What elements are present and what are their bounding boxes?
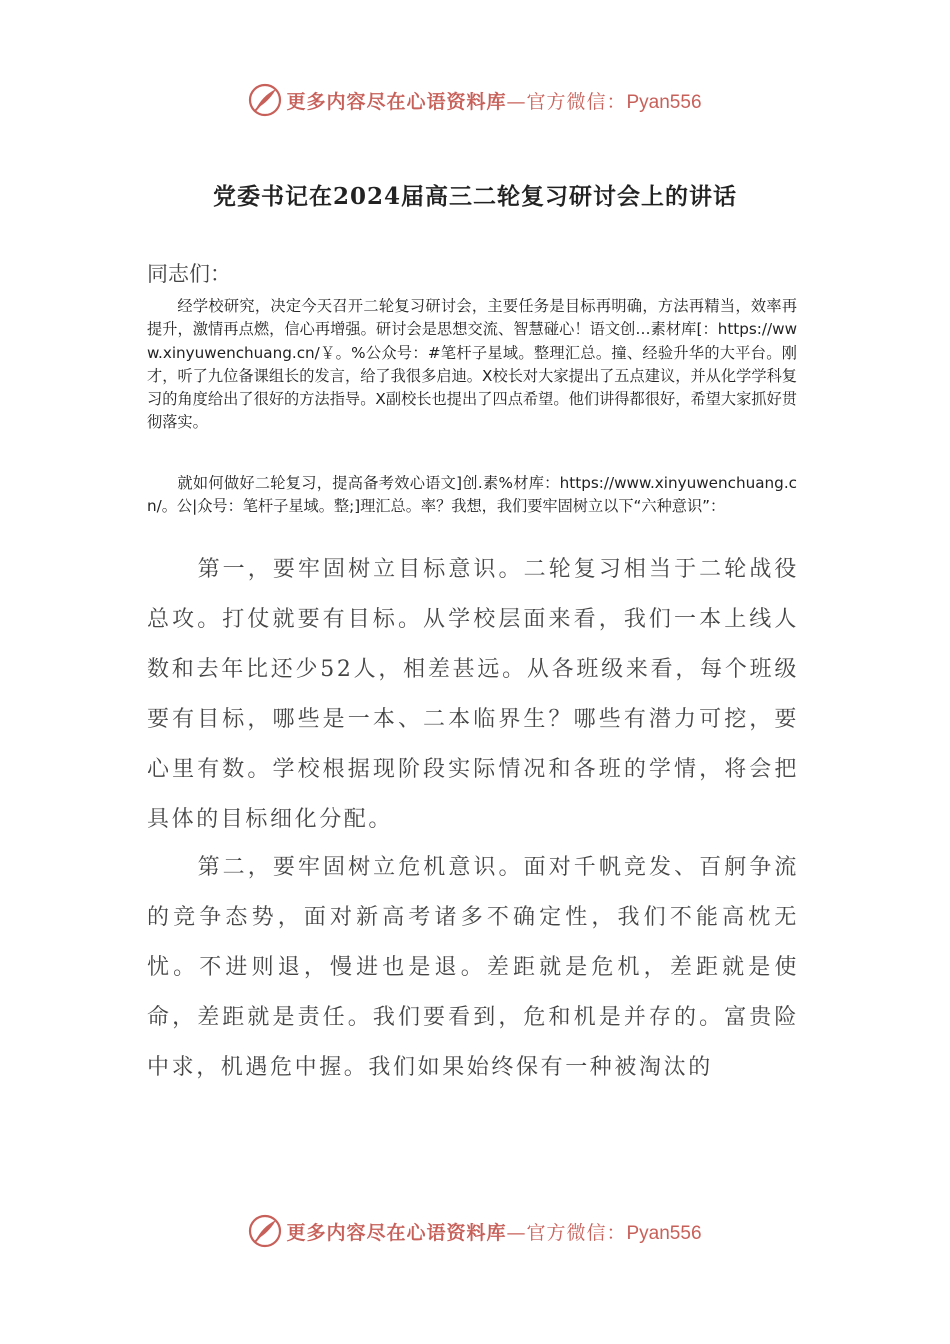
footer-watermark-banner bbox=[0, 1209, 950, 1253]
salutation: 同志们： bbox=[147, 262, 231, 286]
paragraph-intro: 经学校研究，决定今天召开二轮复习研讨会，主要任务是目标再明确，方法再精当，效率再提升，激情再点燃，信心再增强。研讨会是思想交流、智慧碰心！语文创…素材库[：https://www.xinyuwenchuang.cn/￥。%公众号：#笔杆子星域。整理汇总。撞、经验升华的大平台。刚才，听了九位备课组长的发言，给了我很多启迪。X校长对大家提出了五点建议，并从化学学科复习的角度给出了很好的方法指导。X副校长也提出了四点希望。他们讲得都很好，希望大家抓好贯彻落实。 bbox=[147, 297, 797, 432]
watermark-text: 更多内容尽在心语资料库—官方微信：Pyan556 bbox=[286, 90, 702, 113]
paragraph-goal-awareness: 第一，要牢固树立目标意识。二轮复习相当于二轮战役总攻。打仗就要有目标。从学校层面来看，我们一本上线人数和去年比还少52人，相差甚远。从各班级来看，每个班级要有目标，哪些是一本、二本临界生？哪些有潜力可挖，要心里有数。学校根据现阶段实际情况和各班的学情，将会把具体的目标细化分配。 bbox=[147, 557, 799, 832]
header-watermark-banner bbox=[0, 78, 950, 122]
watermark-text: 更多内容尽在心语资料库—官方微信：Pyan556 bbox=[286, 1221, 702, 1244]
paragraph-six-awareness: 就如何做好二轮复习，提高备考效心语文]创.素%材库：https://www.xinyuwenchuang.cn/。公|众号：笔杆子星域。整;]理汇总。率？我想，我们要牢固树立以下“六种意识”： bbox=[147, 474, 797, 516]
quill-logo-icon bbox=[248, 1214, 282, 1248]
quill-logo-icon bbox=[248, 83, 282, 117]
document-title: 党委书记在2024届高三二轮复习研讨会上的讲话 bbox=[212, 183, 737, 210]
paragraph-crisis-awareness: 第二，要牢固树立危机意识。面对千帆竞发、百舸争流的竞争态势，面对新高考诸多不确定性，我们不能高枕无忧。不进则退，慢进也是退。差距就是危机，差距就是使命，差距就是责任。我们要看到，危和机是并存的。富贵险中求，机遇危中握。我们如果始终保有一种被淘汰的 bbox=[147, 855, 799, 1080]
